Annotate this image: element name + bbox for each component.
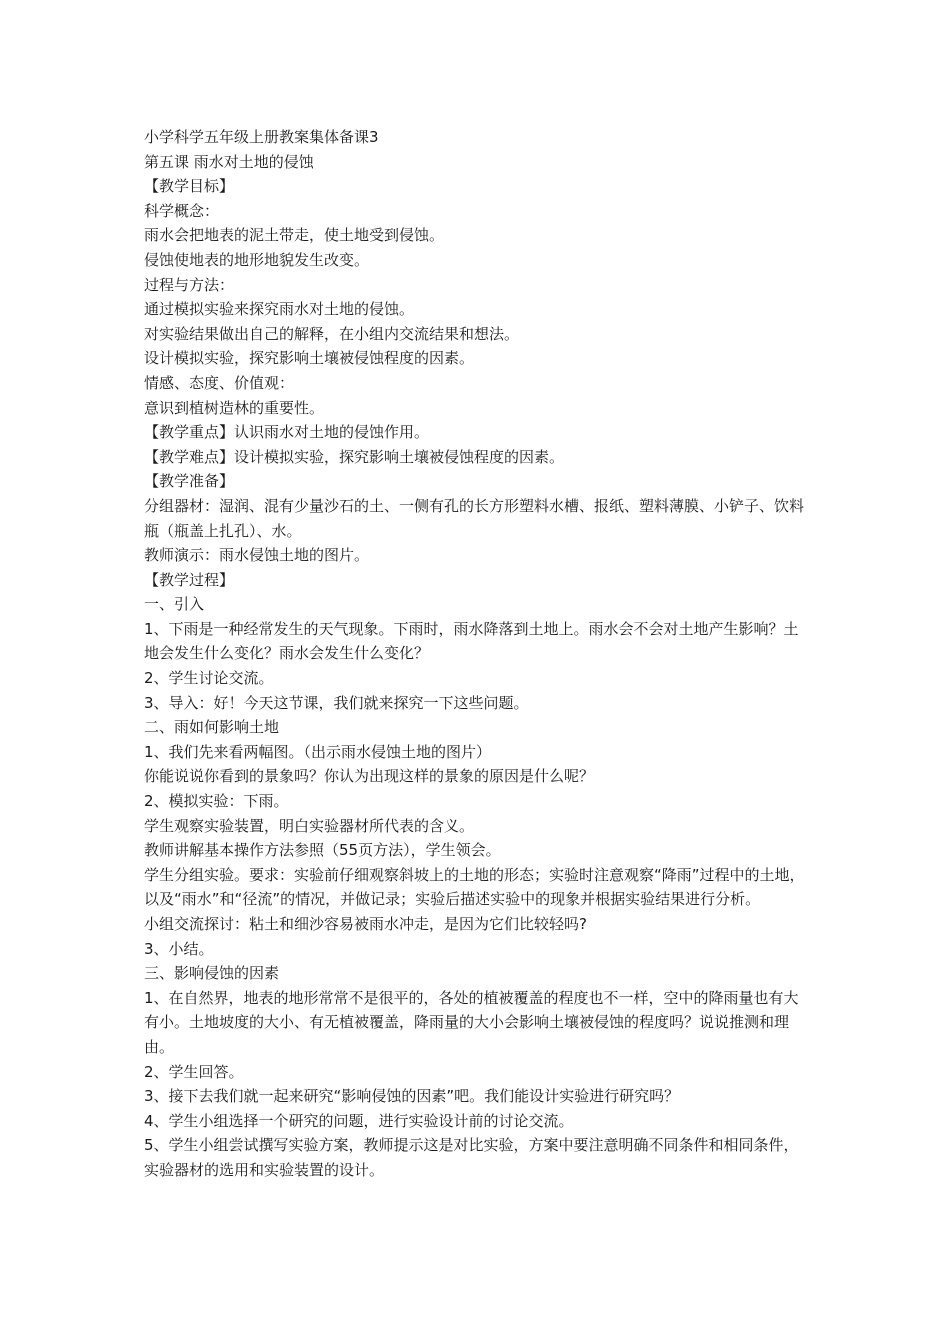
paragraph: 通过模拟实验来探究雨水对土地的侵蚀。: [144, 300, 415, 319]
paragraph: 教师讲解基本操作方法参照（55页方法），学生领会。: [144, 841, 501, 860]
section-heading-process: 【教学过程】: [144, 570, 235, 589]
subheading-erosion-factors: 三、影响侵蚀的因素: [144, 964, 280, 983]
subheading-science-concepts: 科学概念：: [144, 201, 220, 220]
paragraph: 4、学生小组选择一个研究的问题，进行实验设计前的讨论交流。: [144, 1111, 574, 1130]
doc-title: 小学科学五年级上册教案集体备课3: [144, 128, 379, 146]
subheading-attitudes-values: 情感、态度、价值观：: [144, 373, 295, 392]
subheading-rain-effect: 二、雨如何影响土地: [144, 718, 280, 737]
paragraph: 意识到植树造林的重要性。: [144, 398, 325, 417]
paragraph-teacher-demo: 教师演示：雨水侵蚀土地的图片。: [144, 546, 370, 565]
paragraph: 设计模拟实验，探究影响土壤被侵蚀程度的因素。: [144, 349, 475, 368]
subheading-process-methods: 过程与方法：: [144, 275, 235, 294]
paragraph: 3、小结。: [144, 939, 214, 958]
paragraph: 2、学生讨论交流。: [144, 669, 274, 688]
paragraph: 1、我们先来看两幅图。（出示雨水侵蚀土地的图片）: [144, 742, 492, 761]
paragraph: 5、学生小组尝试撰写实验方案，教师提示这是对比实验，方案中要注意明确不同条件和相同条件，实验器材的选用和实验装置的设计。: [144, 1136, 799, 1179]
paragraph: 对实验结果做出自己的解释，在小组内交流结果和想法。: [144, 324, 520, 343]
subheading-introduction: 一、引入: [144, 595, 205, 614]
paragraph-group-experiment: 学生分组实验。要求：实验前仔细观察斜坡上的土地的形态；实验时注意观察“降雨”过程中的土地，以及“雨水”和“径流”的情况，并做记录；实验后描述实验中的现象并根据实验结果进行分析。: [144, 865, 805, 909]
paragraph: 2、模拟实验：下雨。: [144, 792, 289, 811]
paragraph: 3、接下去我们就一起来研究“影响侵蚀的因素”吧。我们能设计实验进行研究吗？: [144, 1087, 680, 1106]
section-heading-objectives: 【教学目标】: [144, 177, 235, 196]
paragraph: 侵蚀使地表的地形地貌发生改变。: [144, 250, 370, 269]
document-page: [144, 125, 812, 1183]
paragraph: 2、学生回答。: [144, 1062, 244, 1081]
paragraph: 1、下雨是一种经常发生的天气现象。下雨时，雨水降落到土地上。雨水会不会对土地产生影响？土地会发生什么变化？雨水会发生什么变化？: [144, 619, 799, 663]
paragraph-group-materials: 分组器材：湿润、混有少量沙石的土、一侧有孔的长方形塑料水槽、报纸、塑料薄膜、小铲子、饮料瓶（瓶盖上扎孔）、水。: [144, 496, 805, 540]
paragraph: 小组交流探讨：粘土和细沙容易被雨水冲走，是因为它们比较轻吗?: [144, 915, 587, 933]
paragraph: 你能说说你看到的景象吗？你认为出现这样的景象的原因是什么呢？: [144, 767, 595, 786]
section-heading-preparation: 【教学准备】: [144, 472, 235, 491]
paragraph: 学生观察实验装置，明白实验器材所代表的含义。: [144, 816, 475, 835]
section-difficulty: 【教学难点】设计模拟实验，探究影响土壤被侵蚀程度的因素。: [144, 447, 565, 466]
paragraph: 雨水会把地表的泥土带走，使土地受到侵蚀。: [144, 226, 445, 245]
section-key-point: 【教学重点】认识雨水对土地的侵蚀作用。: [144, 423, 430, 442]
lesson-title: 第五课 雨水对土地的侵蚀: [144, 152, 314, 171]
paragraph: 3、导入：好！今天这节课，我们就来探究一下这些问题。: [144, 693, 529, 712]
paragraph: 1、在自然界，地表的地形常常不是很平的，各处的植被覆盖的程度也不一样，空中的降雨量也有大有小。土地坡度的大小、有无植被覆盖，降雨量的大小会影响土壤被侵蚀的程度吗？说说推测和理由。: [144, 988, 799, 1056]
